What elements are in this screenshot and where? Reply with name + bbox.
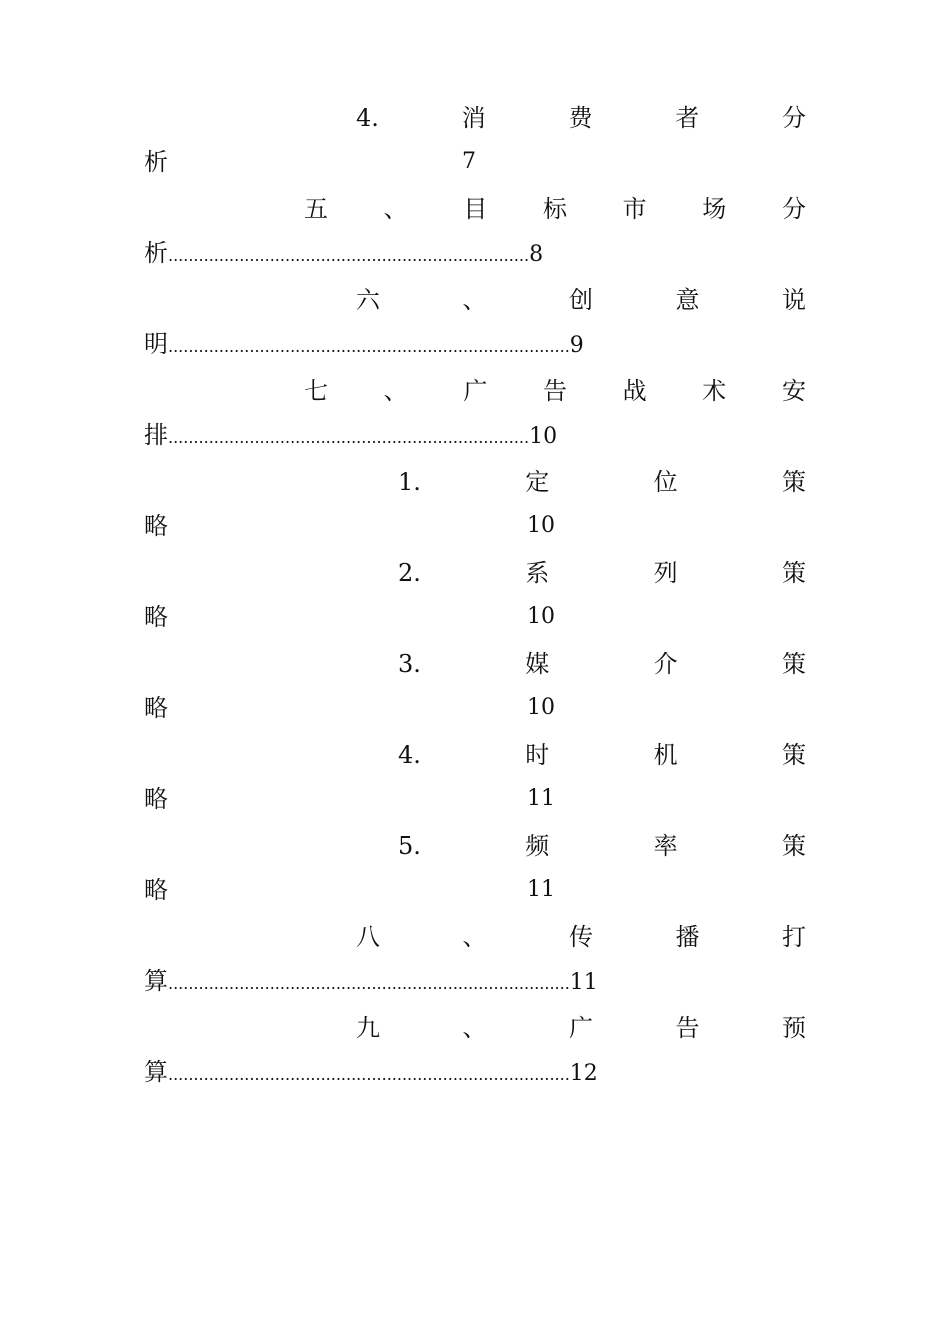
toc-entry-continuation (144, 324, 584, 364)
toc-tail: 略 (144, 876, 168, 904)
toc-part: 列 (653, 559, 678, 587)
page-number: 11 (527, 786, 555, 811)
toc-part: 费 (568, 104, 593, 132)
toc-entry-continuation (144, 415, 557, 455)
toc-entry[interactable] (0, 98, 950, 190)
toc-part: 、 (383, 377, 408, 405)
toc-part: 九 (356, 1014, 380, 1042)
toc-part: 策 (781, 650, 806, 678)
toc-part: 广 (463, 377, 488, 405)
toc-part: 六 (356, 286, 380, 314)
toc-entry-heading (356, 1008, 806, 1048)
toc-tail: 略 (144, 694, 168, 722)
toc-part: 介 (653, 650, 678, 678)
toc-entry-continuation (144, 142, 168, 182)
toc-part: 告 (675, 1014, 700, 1042)
toc-part: 消 (461, 104, 486, 132)
toc-entry-continuation (144, 597, 168, 637)
toc-entry[interactable] (0, 735, 950, 827)
toc-tail: 略 (144, 785, 168, 813)
toc-part: 4. (398, 741, 421, 769)
toc-entry-heading (304, 189, 806, 229)
toc-part: 频 (525, 832, 550, 860)
toc-part: 、 (383, 195, 408, 223)
toc-tail: 明 (144, 330, 168, 358)
page-number: 8 (529, 242, 544, 267)
toc-part: 五 (304, 195, 328, 223)
toc-leader-dots: ............................................................................... (168, 337, 570, 356)
toc-part: 、 (462, 923, 487, 951)
toc-part: 安 (781, 377, 806, 405)
toc-entry-continuation (144, 506, 168, 546)
toc-part: 4. (356, 104, 379, 132)
toc-entry-continuation (144, 688, 168, 728)
toc-entry-continuation (144, 233, 543, 273)
toc-part: 策 (781, 468, 806, 496)
toc-part: 战 (622, 377, 647, 405)
page-number: 10 (527, 604, 555, 629)
toc-part: 2. (398, 559, 421, 587)
toc-entry-continuation (144, 961, 598, 1001)
toc-tail: 略 (144, 512, 168, 540)
toc-entry-heading (356, 280, 806, 320)
toc-part: 广 (569, 1014, 593, 1042)
toc-part: 策 (781, 559, 806, 587)
page-number: 9 (569, 333, 584, 358)
page-number: 11 (527, 877, 555, 902)
page-number: 10 (527, 695, 555, 720)
toc-tail: 算 (144, 1058, 168, 1086)
toc-entry[interactable] (0, 1008, 950, 1100)
toc-entry-heading (398, 462, 806, 502)
toc-part: 告 (542, 377, 567, 405)
toc-entry[interactable] (0, 189, 950, 281)
toc-leader-dots: ....................................................................... (168, 246, 530, 265)
toc-entry[interactable] (0, 280, 950, 372)
toc-tail: 排 (144, 421, 168, 449)
toc-entry[interactable] (0, 644, 950, 736)
toc-part: 位 (653, 468, 678, 496)
toc-part: 预 (782, 1014, 806, 1042)
toc-entry[interactable] (0, 917, 950, 1009)
toc-leader-dots: ....................................................................... (168, 428, 530, 447)
toc-part: 1. (398, 468, 421, 496)
page-number: 10 (527, 513, 555, 538)
toc-entry-heading (398, 644, 806, 684)
toc-part: 策 (781, 741, 806, 769)
toc-entry-continuation (144, 870, 168, 910)
toc-part: 标 (542, 195, 567, 223)
toc-part: 场 (702, 195, 727, 223)
toc-part: 播 (675, 923, 700, 951)
toc-entry[interactable] (0, 826, 950, 918)
toc-part: 八 (356, 923, 380, 951)
toc-entry-continuation (144, 779, 168, 819)
toc-part: 机 (653, 741, 678, 769)
toc-entry-heading (398, 826, 806, 866)
toc-part: 定 (525, 468, 550, 496)
toc-leader-dots: ............................................................................... (168, 1065, 570, 1084)
toc-part: 者 (675, 104, 700, 132)
toc-tail: 析 (144, 148, 168, 176)
toc-part: 系 (525, 559, 550, 587)
page-number: 12 (569, 1061, 598, 1086)
toc-part: 时 (525, 741, 550, 769)
toc-tail: 析 (144, 239, 168, 267)
toc-part: 3. (398, 650, 421, 678)
toc-part: 策 (781, 832, 806, 860)
toc-entry-heading (356, 917, 806, 957)
toc-part: 术 (702, 377, 727, 405)
toc-part: 5. (398, 832, 421, 860)
toc-part: 、 (462, 286, 487, 314)
page-number: 10 (529, 424, 558, 449)
toc-part: 传 (569, 923, 593, 951)
toc-part: 、 (462, 1014, 487, 1042)
toc-tail: 算 (144, 967, 168, 995)
page-number: 11 (569, 970, 598, 995)
toc-entry[interactable] (0, 462, 950, 554)
toc-part: 分 (781, 104, 806, 132)
toc-entry-heading (304, 371, 806, 411)
toc-part: 打 (782, 923, 806, 951)
toc-part: 媒 (525, 650, 550, 678)
toc-entry[interactable] (0, 553, 950, 645)
toc-entry[interactable] (0, 371, 950, 463)
toc-tail: 略 (144, 603, 168, 631)
toc-part: 说 (782, 286, 806, 314)
toc-entry-heading (398, 735, 806, 775)
page-number: 7 (462, 149, 476, 174)
toc-part: 七 (304, 377, 328, 405)
toc-part: 创 (569, 286, 593, 314)
toc-entry-continuation (144, 1052, 598, 1092)
toc-leader-dots: ............................................................................... (168, 974, 570, 993)
toc-part: 意 (675, 286, 700, 314)
toc-part: 市 (622, 195, 647, 223)
toc-part: 分 (781, 195, 806, 223)
toc-part: 率 (653, 832, 678, 860)
toc-part: 目 (463, 195, 488, 223)
toc-entry-heading (356, 98, 806, 138)
toc-entry-heading (398, 553, 806, 593)
